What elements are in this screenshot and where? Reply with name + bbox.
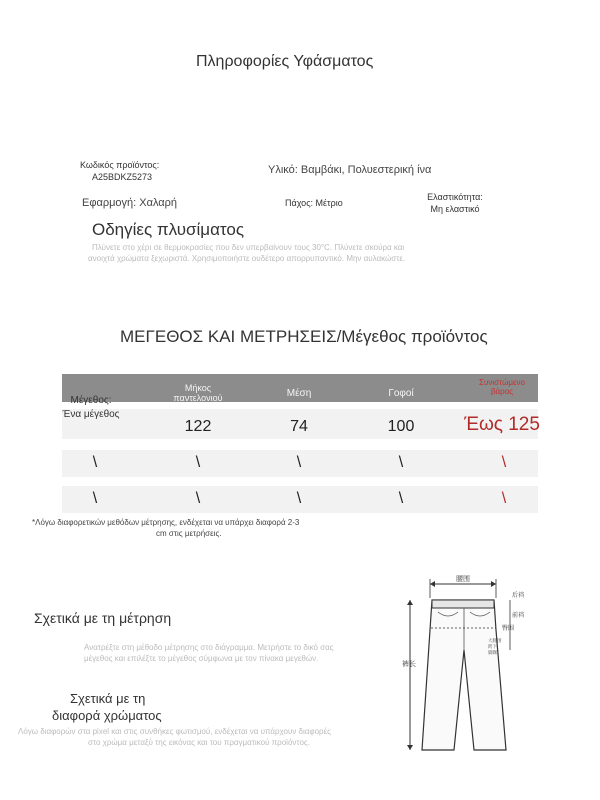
rise-label: 前裆 — [512, 612, 525, 619]
table-cell-weight: \ — [501, 490, 507, 507]
material-text: Υλικό: Βαμβάκι, Πολυεστερική ίνα — [268, 164, 432, 176]
table-cell-waist: 74 — [290, 418, 308, 435]
fit-text: Εφαρμογή: Χαλαρή — [82, 197, 178, 209]
thigh-label-3: 脚踝 — [488, 651, 497, 656]
measurement-title: Σχετικά με τη μέτρηση — [34, 610, 172, 626]
table-cell-length: 122 — [184, 418, 212, 435]
size-section-title: ΜΕΓΕΘΟΣ ΚΑΙ ΜΕΤΡΗΣΕΙΣ/Μέγεθος προϊόντος — [120, 327, 488, 346]
table-cell-size: Ένα μέγεθος — [62, 409, 120, 420]
washing-text-1: Πλύνετε στο χέρι σε θερμοκρασίες που δεν υπερβαίνουν τους 30°C. Πλύνετε σκούρα και — [92, 243, 405, 252]
table-cell-length: \ — [195, 454, 201, 471]
table-cell-length: \ — [195, 490, 201, 507]
elasticity-label: Ελαστικότητα: — [427, 192, 483, 202]
washing-title: Οδηγίες πλυσίματος — [92, 220, 245, 239]
table-cell-weight: \ — [501, 454, 507, 471]
product-code-label: Κωδικός προϊόντος: — [80, 160, 160, 170]
thigh-label-1: 大腿围 — [488, 639, 502, 644]
pants-measurement-diagram — [398, 570, 538, 760]
color-diff-title-1: Σχετικά με τη — [70, 691, 146, 706]
page-title: Πληροφορίες Υφάσματος — [196, 53, 374, 70]
washing-text-2: ανοιχτά χρώματα ξεχωριστά. Χρησιμοποιήστε ουδέτερο απορρυπαντικό. Μην αυλακώστε. — [88, 254, 406, 263]
thigh-label-2: 跨下 — [488, 645, 497, 650]
table-cell-hip: 100 — [387, 418, 415, 435]
color-diff-title-2: διαφορά χρώματος — [52, 708, 162, 723]
table-cell-waist: \ — [296, 454, 302, 471]
back-rise-label: 后裆 — [512, 592, 525, 599]
elasticity-value: Μη ελαστικό — [430, 204, 480, 214]
measurement-text-2: μέγεθος και επιλέξτε το μέγεθος σύμφωνα με τον πίνακα μεγεθών. — [84, 654, 319, 663]
measurement-text-1: Ανατρέξτε στη μέθοδο μέτρησης στο διάγραμμα. Μετρήστε το δικό σας — [84, 643, 334, 652]
table-header-hip: Γοφοί — [388, 388, 414, 399]
table-header-waist: Μέση — [286, 388, 312, 399]
table-cell-hip: \ — [398, 454, 404, 471]
product-code-value: A25BDKZ5273 — [92, 172, 153, 182]
table-header-weight: Συνιστώμενο βάρος — [479, 378, 525, 396]
footnote-line-1: *Λόγω διαφορετικών μεθόδων μέτρησης, ενδέχεται να υπάρχει διαφορά 2-3 — [32, 518, 300, 527]
table-header-size: Μέγεθος: — [70, 395, 112, 406]
color-diff-text-2: στο χρώμα μεταξύ της εικόνας και του πραγματικού προϊόντος. — [88, 738, 310, 747]
table-cell-waist: \ — [296, 490, 302, 507]
length-label: 裤长 — [402, 660, 416, 668]
waistband — [432, 600, 494, 608]
waist-label: 腰围 — [456, 575, 470, 583]
color-diff-text-1: Λόγω διαφορών στα pixel και στις συνθήκες φωτισμού, ενδέχεται να υπάρχουν διαφορές — [18, 727, 332, 736]
table-cell-hip: \ — [398, 490, 404, 507]
hip-label: 臀围 — [502, 625, 515, 632]
table-cell-size: \ — [92, 454, 98, 471]
table-cell-size: \ — [92, 490, 98, 507]
footnote-line-2: cm στις μετρήσεις. — [156, 529, 222, 538]
table-header-length: Μήκος παντελονιού — [173, 383, 223, 403]
thickness-text: Πάχος: Μέτριο — [285, 198, 343, 208]
table-cell-weight: Έως 125 — [464, 414, 540, 435]
